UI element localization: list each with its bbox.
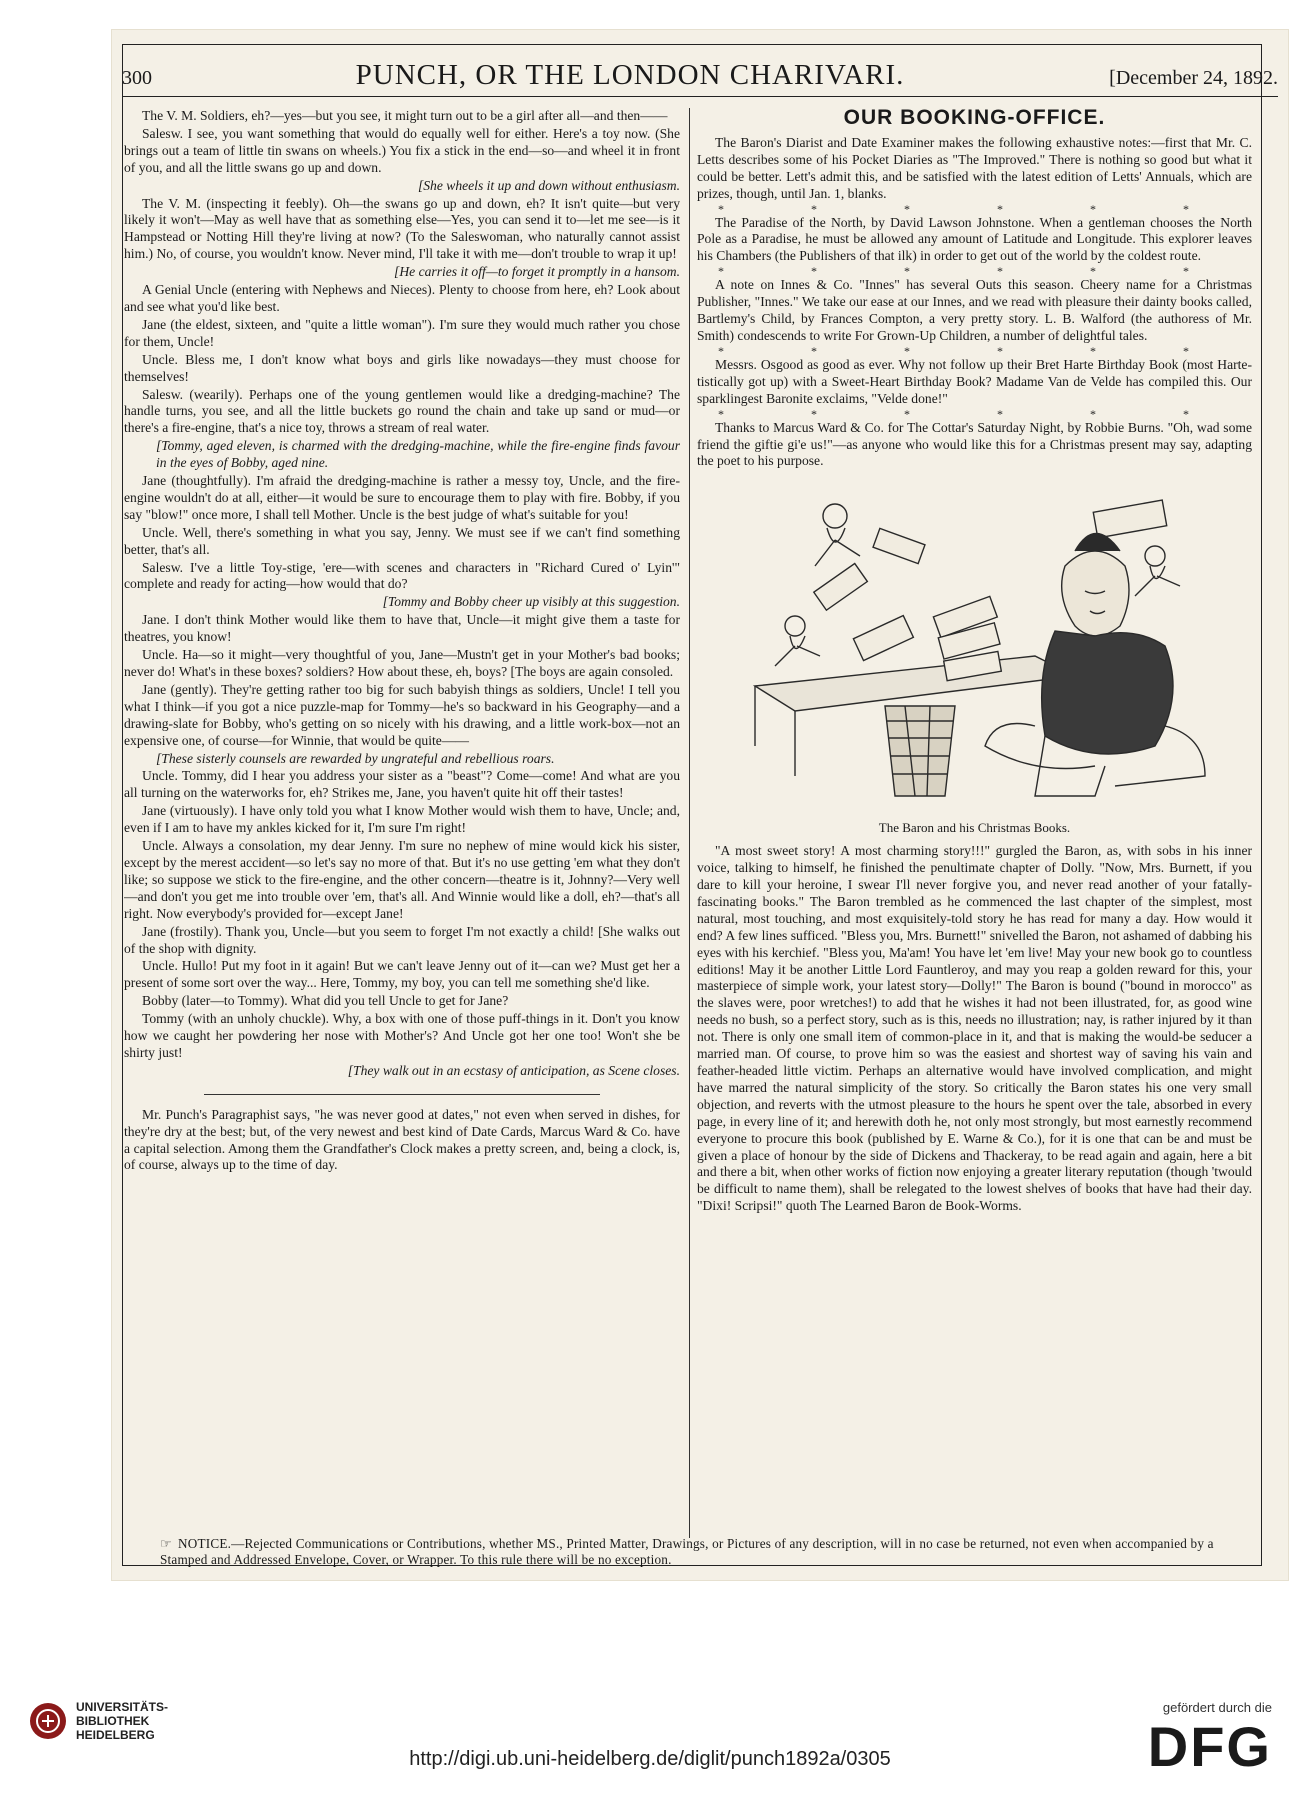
library-name-line: BIBLIOTHEK [76, 1714, 150, 1728]
review-paragraph: A note on Innes & Co. "Innes" has several Outs this season. Cheery name for a Christmas Publisher, "Innes." We take our ease at our Innes, and we read with pleasure their dainty books called, Bartlemy's Child, by Frances Compton, a very pretty story. L. B. Walford (the authoress of Mr. Smith) condescends to write For Grown-Up Children, a number of delightful tales. [697, 277, 1252, 343]
dialogue-paragraph: Jane (thoughtfully). I'm afraid the dredging-machine is rather a messy toy, Uncle, and the fire-engine wouldn't do at all, either—it would be sure to encourage them to play with fire. Bobby, if you say "blow!" once more, I shall tell Mother. Uncle is the best judge of what's suitable for you! [124, 473, 680, 522]
library-logo[interactable] [28, 1700, 168, 1742]
dialogue-paragraph: Jane (gently). They're getting rather too big for such babyish things as soldiers, Uncle! I tell you what I think—if you got a nice puzzle-map for Tommy—he's so backward in his Geography—and a drawing-slate for Bobby, who's getting on so nicely with his drawing, and a little work-box—not an expensive one, of course—for Winnie, that would be quite—— [124, 681, 680, 748]
publication-title: PUNCH, OR THE LONDON CHARIVARI. [355, 59, 905, 91]
baron-illustration [697, 476, 1252, 816]
dialogue-paragraph: Jane (frostily). Thank you, Uncle—but you seem to forget I'm not exactly a child! [She walks out of the shop with dignity. [124, 923, 680, 956]
dialogue-paragraph: The V. M. Soldiers, eh?—yes—but you see, it might turn out to be a girl after all—and then—— [142, 108, 668, 123]
stage-direction: [Tommy and Bobby cheer up visibly at this suggestion. [382, 594, 680, 610]
dialogue-paragraph: Jane (virtuously). I have only told you what I know Mother would wish them to have, Uncle; and, even if I am to have my ankles kicked for it, I'm sure I'm right! [124, 803, 680, 836]
dialogue-paragraph: Uncle. Bless me, I don't know what boys and girls like nowadays—they must choose for themselves! [124, 351, 680, 384]
seal-icon [28, 1701, 68, 1741]
stage-direction: [These sisterly counsels are rewarded by ungrateful and rebellious roars. [156, 750, 555, 766]
dialogue-paragraph: The V. M. (inspecting it feebly). Oh—the swans go up and down, eh? It isn't quite—but very likely it won't—May as well have that as something else—Yes, you can send it to—let me see—is it Hampstead or Notting Hill they're living at now? (To the Saleswoman, who naturally cannot assist him.) No, of course, you wouldn't know. Never mind, I'll take it with me—don't trouble to wrap it up! [124, 195, 680, 262]
scanned-page [112, 30, 1288, 1580]
dfg-logo: DFG [1147, 1715, 1272, 1778]
dialogue-paragraph: Uncle. Ha—so it might—very thoughtful of you, Jane—Mustn't get in your Mother's bad books; never do! What's in these boxes? soldiers? How about these, eh, boys? [The boys are again consoled. [124, 647, 680, 679]
section-title: OUR BOOKING-OFFICE. [843, 108, 1106, 129]
section-rule [204, 1094, 600, 1095]
library-name [76, 1700, 168, 1742]
pointing-hand-icon: ☞ [160, 1536, 173, 1551]
section-stars: * * * * * * [718, 264, 1231, 279]
stage-direction: [She wheels it up and down without enthusiasm. [417, 177, 680, 193]
dialogue-paragraph: Bobby (later—to Tommy). What did you tell Uncle to get for Jane? [142, 993, 509, 1009]
left-column [124, 108, 680, 1568]
dialogue-paragraph: Salesw. I've a little Toy-stige, 'ere—with scenes and characters in "Richard Cured o' Lyin'" complete and ready for acting—how would that do? [124, 559, 680, 592]
dialogue-paragraph: Jane (the eldest, sixteen, and "quite a little woman"). I'm sure they would much rather you chose for them, Uncle! [124, 316, 680, 349]
illustration-caption: The Baron and his Christmas Books. [878, 820, 1071, 836]
section-stars: * * * * * * [718, 343, 1231, 358]
stage-direction: [Tommy, aged eleven, is charmed with the dredging-machine, while the fire-engine finds favour in the eyes of Bobby, aged nine. [156, 438, 680, 471]
funder-logo[interactable] [1147, 1700, 1272, 1778]
review-paragraph: The Paradise of the North, by David Lawson Johnstone. When a gentleman chooses the North Pole as a Paradise, he must be allowed any amount of Latitude and Longitude. This explorer leaves his Chambers (the Publishers of that ilk) in order to get out of the world by the coldest route. [697, 214, 1252, 264]
page-number: 300 [122, 67, 152, 89]
notice-body: NOTICE.—Rejected Communications or Contributions, whether MS., Printed Matter, Drawings, or Pictures of any description, will in no case be returned, not even when accompanied by a Stamped and Addressed Envelope, Cover, or Wrapper. To this rule there will be no exception. [160, 1536, 1214, 1567]
dialogue-paragraph: Uncle. Hullo! Put my foot in it again! But we can't leave Jenny out of it—can we? Must get her a present of some sort over the way... Here, Tommy, my boy, you can tell me something she'd like. [124, 958, 680, 991]
stage-direction: [He carries it off—to forget it promptly in a hansom. [394, 264, 680, 280]
source-url[interactable]: http://digi.ub.uni-heidelberg.de/diglit/punch1892a/0305 [409, 1748, 891, 1770]
review-paragraph: Messrs. Osgood as good as ever. Why not follow up their Bret Harte Birthday Book (most Harte-tistically got up) with a Sweet-Heart Birthday Book? Madame Van de Velde has compiled this. Our sparklingest Baronite exclaims, "Velde done!" [697, 356, 1252, 406]
paragraphist-note: Mr. Punch's Paragraphist says, "he was never good at dates," not even when served in dishes, for they're dry at the best; but, of the very newest and best kind of Date Cards, Marcus Ward & Co. have a capital selection. Among them the Grandfather's Clock makes a pretty screen, and, being a clock, is, of course, always up to the time of day. [124, 1106, 680, 1173]
review-paragraph: Thanks to Marcus Ward & Co. for The Cottar's Saturday Night, by Robbie Burns. "Oh, wad some friend the giftie gi'e us!"—as anyone who would like this for a Christmas present may say, adapting the poet to his purpose. [697, 419, 1252, 469]
notice-text [160, 1536, 1248, 1568]
dialogue-paragraph: Uncle. Always a consolation, my dear Jenny. I'm sure no nephew of mine would kick his sister, except by the merest accident—so let's say no more of that. But it's no use getting 'em what they don't like; so suppose we stick to the fire-engine, and the other concern—theatre is it, Johnny?—Very well—and don't you get me into trouble over 'em, that's all. And Winnie would like a doll, eh?—that's all right. Now everybody's provided for—except Jane! [124, 838, 680, 921]
funding-label: gefördert durch die [1162, 1700, 1272, 1715]
dialogue-paragraph: A Genial Uncle (entering with Nephews and Nieces). Plenty to choose from here, eh? Look about and see what you'd like best. [124, 282, 680, 314]
stage-direction: [They walk out in an ecstasy of anticipation, as Scene closes. [347, 1062, 680, 1078]
dialogue-paragraph: Salesw. (wearily). Perhaps one of the young gentlemen would like a dredging-machine? The handle turns, you see, and all the little buckets go round the chain and take up sand or mud—or there's a fire-engine, that's a nice toy, throws a stream of real water. [124, 386, 680, 436]
issue-date: [December 24, 1892. [1109, 67, 1278, 89]
dialogue-paragraph: Jane. I don't think Mother would like them to have that, Uncle—it might give them a taste for theatres, you know! [124, 612, 680, 645]
dialogue-paragraph: Salesw. I see, you want something that would do equally well for either. Here's a toy now. (She brings out a team of little tin swans on wheels.) You fix a stick in the end—so—and wheel it in front of you, and all the little swans go up and down. [124, 125, 680, 175]
page-header [122, 52, 1278, 97]
right-column [697, 108, 1252, 1568]
dialogue-paragraph: Uncle. Tommy, did I hear you address your sister as a "beast"? Come—come! And what are you all turning on the waterworks for, eh? Strikes me, Jane, you haven't quite hit off their tastes! [124, 768, 680, 801]
section-stars: * * * * * * [718, 406, 1231, 421]
review-paragraph: "A most sweet story! A most charming story!!!" gurgled the Baron, as, with sobs in his inner voice, talking to himself, he finished the penultimate chapter of Dolly. "Now, Mrs. Burnett, if you dare to kill your heroine, I swear I'll never forgive you, and never read another of your fatally-fascinating books." The Baron trembled as he commenced the last chapter of the simplest, most natural, most touching, and most exquisitely-told story he has read for many a day. How would it end? A few lines sufficed. "Bless you, Mrs. Burnett!" snivelled the Baron, not ashamed of dabbing his eyes with his kerchief. "Bless you, Ma'am! You have let 'em live! May your new book go to countless editions! May it be another Little Lord Fauntleroy, and may you reap a golden reward for this, your masterpiece of simple work, your latest story—Dolly!" The Baron is bound ("bound in morocco" as the slaves were, poor wretches!) to add that he wishes it had not been illustrated, for, as good wine needs no bush, so a perfect story, such as is this, needs no illustration; nay, is rather injured by it than not. There is only one small item of common-place in it, and that is making the would-be seducer a married man. Of course, to prove him so was the easiest and shortest way of saving his vain and feather-headed little victim. Perhaps an alternative would have involved complication, and might have marred the natural simplicity of the story. So critically the Baron states his one very small objection, and reverts with the utmost pleasure to the hours he spent over the tale, absorbed in every page, in every line of it; and herewith doth he, not only most strongly, but most earnestly recommend everyone to procure this book (published by E. Warne & Co.), for it is one that can be and must be given a place of honour by the side of Dickens and Thackeray, to be read again and again, here a bit and there a bit, when other works of fiction now enjoying a greater literary reputation (though 'twould be difficult to name them), shall be relegated to the lowest shelves of books that have had their day. "Dixi! Scripsi!" quoth The Learned Baron de Book-Worms. [697, 843, 1252, 1214]
library-name-line: HEIDELBERG [76, 1728, 155, 1742]
dialogue-paragraph: Uncle. Well, there's something in what you say, Jenny. We must see if we can't find something better, that's all. [124, 524, 680, 557]
review-paragraph: The Baron's Diarist and Date Examiner makes the following exhaustive notes:—first that Mr. C. Letts describes some of his Pocket Diaries as "The Improved." There is nothing so good but what it could be better. Lett's admit this, and be satisfied with the latest edition of Letts' Annuals, which are prizes, though, until Jan. 1, blanks. [697, 134, 1252, 201]
section-stars: * * * * * * [718, 201, 1231, 216]
dialogue-paragraph: Tommy (with an unholy chuckle). Why, a box with one of those puff-things in it. Don't you know how we caught her powdering her nose with Mother's? And Uncle got her one too! Won't she be shirty just! [124, 1011, 680, 1060]
library-name-line: UNIVERSITÄTS- [76, 1700, 169, 1714]
column-divider [689, 108, 690, 1538]
